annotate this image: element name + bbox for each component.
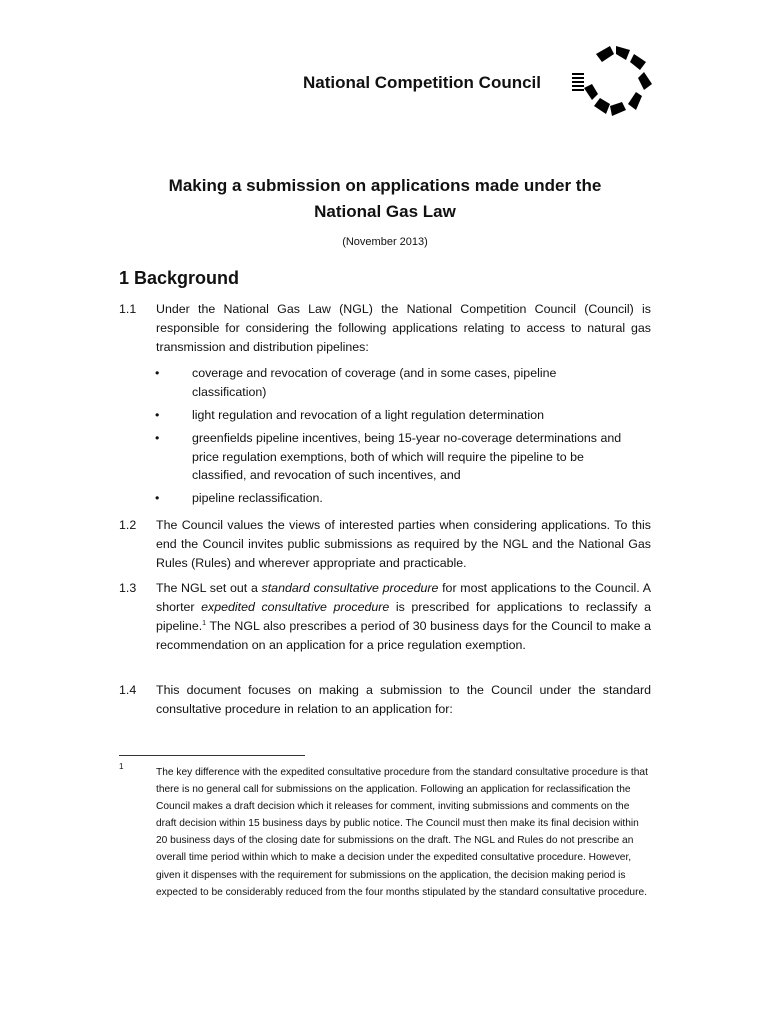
org-name: National Competition Council [303,73,541,92]
ncc-logo-icon [566,40,658,122]
document-title-line2: National Gas Law [314,202,456,221]
bullet-item [155,489,625,508]
paragraph-text: This document focuses on making a submission to the Council under the standard consultative procedure in relation to an application for: [156,683,651,716]
paragraph-1-4 [119,681,651,719]
bullet-icon: • [155,491,160,505]
footnote-text: The key difference with the expedited consultative procedure from the standard consultative procedure is that there is no general call for submissions on the application. Following an application for reclassification the Council makes a draft decision which it releases for comment, inviting submissions and comments on the draft decision within 15 business days by public notice. The Council must then make its final decision within 20 business days of the closing date for submissions on the draft. The NGL and Rules do not prescribe an overall time period within which to make a decision under the expedited consultative procedure. However, given it dispenses with the requirement for submissions on the application, the decision making period is expected to be considerably reduced from the four months stipulated by the standard consultative procedure. [156,767,648,898]
bullet-text: greenfields pipeline incentives, being 15-year no-coverage determinations and price regulation exemptions, both of which will require the pipeline to be classified, and revocation of such incentives, and [192,431,622,482]
paragraph-number: 1.4 [119,683,137,697]
emphasis-expedited-procedure: expedited consultative procedure [201,600,390,614]
paragraph-1-1 [119,300,651,357]
footnote-reference[interactable]: 1 [202,619,207,627]
bullet-item [155,429,625,485]
document-date: (November 2013) [342,236,428,248]
bullet-text: coverage and revocation of coverage (and in some cases, pipeline classification) [192,366,557,399]
section-heading: 1 Background [119,268,240,288]
bullet-icon: • [155,366,160,380]
bullet-item [155,406,625,425]
bullet-text: light regulation and revocation of a light regulation determination [192,408,544,422]
paragraph-number: 1.2 [119,518,137,532]
paragraph-text: Under the National Gas Law (NGL) the National Competition Council (Council) is responsible for considering the following applications relating to access to natural gas transmission and distribution pipelines: [156,302,651,354]
emphasis-standard-procedure: standard consultative procedure [261,581,439,595]
bullet-icon: • [155,408,160,422]
page-header [0,0,770,140]
paragraph-1-2 [119,516,651,573]
paragraph-text: The NGL set out a standard consultative procedure for most applications to the Council. A shorter expedited consultative procedure is prescribed for applications to reclassify a pipeline.$^1$ The NGL also prescribes a period of 30 business days for the Council to make a recommendation on an application for a price regulation exemption. [156,581,651,652]
paragraph-text: The Council values the views of interested parties when considering applications. To this end the Council invites public submissions as required by the NGL and the National Gas Rules (Rules) and wherever appropriate and practicable. [156,518,651,570]
paragraph-number: 1.1 [119,302,137,316]
bullet-icon: • [155,431,160,445]
footnote-mark: 1 [119,762,124,771]
bullet-text: pipeline reclassification. [192,491,323,505]
footnote-divider [119,755,305,756]
paragraph-number: 1.3 [119,581,137,595]
paragraph-1-3 [119,579,651,655]
document-title-line1: Making a submission on applications made under the [168,176,602,195]
bullet-item [155,364,625,401]
